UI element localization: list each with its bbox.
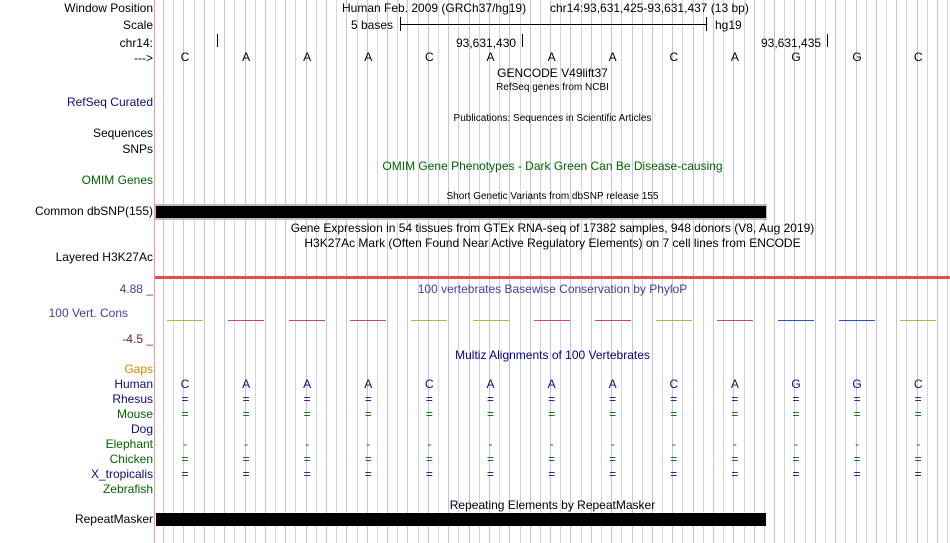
dna-base: G: [852, 50, 862, 64]
repeat-title[interactable]: Repeating Elements by RepeatMasker: [449, 498, 656, 512]
alignment-symbol-rhesus: =: [242, 392, 250, 406]
alignment-symbol-x-tropicalis: =: [486, 467, 494, 481]
multiz-title[interactable]: Multiz Alignments of 100 Vertebrates: [455, 348, 650, 362]
conservation-bar: [717, 320, 753, 321]
alignment-symbol-chicken: =: [731, 452, 739, 466]
alignment-symbol-x-tropicalis: =: [670, 467, 678, 481]
alignment-symbol-chicken: =: [548, 452, 556, 466]
dna-base: A: [486, 50, 495, 64]
alignment-symbol-rhesus: =: [181, 392, 189, 406]
alignment-symbol-mouse: =: [425, 407, 433, 421]
alignment-symbol-mouse: =: [548, 407, 556, 421]
alignment-symbol-elephant: -: [732, 437, 737, 451]
dbsnp-title[interactable]: Short Genetic Variants from dbSNP release 155: [446, 191, 659, 202]
alignment-symbol-mouse: =: [853, 407, 861, 421]
alignment-symbol-chicken: =: [670, 452, 678, 466]
human-base: A: [608, 377, 617, 391]
alignment-symbol-x-tropicalis: =: [853, 467, 861, 481]
alignment-symbol-mouse: =: [486, 407, 494, 421]
repeat-label[interactable]: RepeatMasker: [74, 512, 153, 526]
window-position-label: Window Position: [64, 1, 153, 15]
alignment-symbol-rhesus: =: [670, 392, 678, 406]
alignment-symbol-x-tropicalis: =: [425, 467, 433, 481]
human-base: A: [547, 377, 556, 391]
alignment-symbol-x-tropicalis: =: [731, 467, 739, 481]
conservation-bar: [167, 320, 203, 321]
conservation-bar: [534, 320, 570, 321]
h3k27-title[interactable]: H3K27Ac Mark (Often Found Near Active Regulatory Elements) on 7 cell lines from ENCODE: [304, 236, 801, 250]
dna-base: A: [547, 50, 556, 64]
alignment-symbol-x-tropicalis: =: [548, 467, 556, 481]
conservation-bar: [595, 320, 631, 321]
human-base: A: [486, 377, 495, 391]
alignment-symbol-x-tropicalis: =: [609, 467, 617, 481]
sequences-label[interactable]: Sequences: [92, 126, 153, 140]
species-mouse[interactable]: Mouse: [116, 407, 153, 421]
alignment-symbol-x-tropicalis: =: [181, 467, 189, 481]
conservation-bar: [656, 320, 692, 321]
alignment-symbol-elephant: -: [427, 437, 432, 451]
alignment-symbol-rhesus: =: [731, 392, 739, 406]
species-dog[interactable]: Dog: [130, 422, 153, 436]
alignment-symbol-mouse: =: [914, 407, 922, 421]
dbsnp-label[interactable]: Common dbSNP(155): [34, 204, 153, 218]
species-x-tropicalis[interactable]: X_tropicalis: [90, 467, 153, 481]
human-base: C: [180, 377, 190, 391]
conservation-bar: [289, 320, 325, 321]
alignment-symbol-mouse: =: [181, 407, 189, 421]
alignment-symbol-chicken: =: [914, 452, 922, 466]
dbsnp-feature-bar[interactable]: [156, 206, 766, 218]
alignment-symbol-elephant: -: [488, 437, 493, 451]
alignment-symbol-rhesus: =: [792, 392, 800, 406]
species-elephant[interactable]: Elephant: [105, 437, 153, 451]
dna-base: C: [425, 50, 434, 64]
dna-base: G: [791, 50, 801, 64]
alignment-symbol-rhesus: =: [364, 392, 372, 406]
conservation-bar: [839, 320, 875, 321]
conservation-bar: [473, 320, 509, 321]
alignment-symbol-chicken: =: [425, 452, 433, 466]
conservation-bar: [900, 320, 936, 321]
scale-db: hg19: [715, 18, 742, 32]
coord-2: 93,631,435: [761, 36, 822, 50]
coord-1: 93,631,430: [456, 36, 517, 50]
omim-label[interactable]: OMIM Genes: [81, 173, 153, 187]
alignment-symbol-x-tropicalis: =: [792, 467, 800, 481]
species-zebrafish[interactable]: Zebrafish: [102, 482, 153, 496]
gaps-label[interactable]: Gaps: [124, 362, 153, 376]
alignment-symbol-mouse: =: [670, 407, 678, 421]
alignment-symbol-elephant: -: [244, 437, 249, 451]
alignment-symbol-x-tropicalis: =: [364, 467, 372, 481]
alignment-symbol-x-tropicalis: =: [303, 467, 311, 481]
human-base: G: [791, 377, 801, 391]
omim-title[interactable]: OMIM Gene Phenotypes - Dark Green Can Be Disease-causing: [382, 159, 723, 173]
alignment-symbol-elephant: -: [794, 437, 798, 451]
strand-label: --->: [134, 51, 153, 65]
snps-label[interactable]: SNPs: [122, 142, 153, 156]
scale-label: Scale: [122, 18, 153, 32]
alignment-symbol-x-tropicalis: =: [914, 467, 922, 481]
alignment-symbol-rhesus: =: [486, 392, 494, 406]
h3k27-signal-line: [155, 276, 950, 279]
h3k27-label[interactable]: Layered H3K27Ac: [55, 250, 153, 264]
human-base: C: [913, 377, 923, 391]
conservation-bar: [778, 320, 814, 321]
coord-tick-1: [522, 34, 523, 47]
human-base: A: [242, 377, 251, 391]
cons-title[interactable]: 100 vertebrates Basewise Conservation by PhyloP: [417, 282, 688, 296]
alignment-symbol-elephant: -: [366, 437, 371, 451]
species-rhesus[interactable]: Rhesus: [112, 392, 153, 406]
alignment-symbol-mouse: =: [792, 407, 800, 421]
dna-base: A: [608, 50, 617, 64]
alignment-symbol-rhesus: =: [853, 392, 861, 406]
alignment-symbol-chicken: =: [792, 452, 800, 466]
alignment-symbol-elephant: -: [183, 437, 187, 451]
species-human[interactable]: Human: [114, 377, 153, 391]
human-base: A: [364, 377, 373, 391]
dna-base: A: [242, 50, 251, 64]
position-text[interactable]: chr14:93,631,425-93,631,437 (13 bp): [550, 1, 749, 15]
human-base: C: [425, 377, 434, 391]
dna-base: A: [303, 50, 312, 64]
alignment-symbol-x-tropicalis: =: [242, 467, 250, 481]
dna-base: C: [180, 50, 190, 64]
conservation-bar: [228, 320, 264, 321]
dna-base: C: [669, 50, 679, 64]
alignment-symbol-chicken: =: [181, 452, 189, 466]
alignment-symbol-elephant: -: [855, 437, 860, 451]
alignment-symbol-elephant: -: [305, 437, 310, 451]
alignment-symbol-mouse: =: [609, 407, 617, 421]
conservation-bar: [350, 320, 386, 321]
alignment-symbol-rhesus: =: [609, 392, 617, 406]
dna-base: A: [364, 50, 373, 64]
alignment-symbol-mouse: =: [242, 407, 250, 421]
coord-tick-2: [827, 34, 828, 47]
alignment-symbol-rhesus: =: [548, 392, 556, 406]
human-base: A: [303, 377, 312, 391]
alignment-symbol-elephant: -: [916, 437, 921, 451]
human-base: C: [669, 377, 679, 391]
scale-bar-right-tick: [706, 17, 707, 31]
publications-title[interactable]: Publications: Sequences in Scientific Articles: [453, 113, 652, 124]
assembly-text: Human Feb. 2009 (GRCh37/hg19): [342, 1, 527, 15]
cons-label[interactable]: 100 Vert. Cons: [48, 306, 128, 320]
alignment-symbol-mouse: =: [731, 407, 739, 421]
repeat-feature-bar[interactable]: [156, 513, 766, 526]
cons-max-label: 4.88 _: [119, 282, 153, 296]
alignment-symbol-chicken: =: [242, 452, 250, 466]
alignment-symbol-elephant: -: [671, 437, 676, 451]
scale-bar: [400, 24, 706, 25]
alignment-symbol-chicken: =: [853, 452, 861, 466]
human-base: A: [730, 377, 739, 391]
chrom-label: chr14:: [119, 36, 153, 50]
gencode-title[interactable]: GENCODE V49lift37: [497, 66, 608, 80]
gtex-title[interactable]: Gene Expression in 54 tissues from GTEx RNA-seq of 17382 samples, 948 donors (V8, Aug 2019): [290, 221, 815, 235]
alignment-symbol-mouse: =: [303, 407, 311, 421]
alignment-symbol-rhesus: =: [303, 392, 311, 406]
alignment-symbol-chicken: =: [364, 452, 372, 466]
alignment-symbol-mouse: =: [364, 407, 372, 421]
dna-base: C: [913, 50, 923, 64]
human-base: G: [852, 377, 862, 391]
alignment-symbol-elephant: -: [549, 437, 554, 451]
refseq-subtitle: RefSeq genes from NCBI: [496, 82, 609, 93]
alignment-symbol-rhesus: =: [425, 392, 433, 406]
coord-tick-left: [217, 34, 218, 47]
dna-base: A: [730, 50, 739, 64]
alignment-symbol-chicken: =: [303, 452, 311, 466]
cons-min-label: -4.5 _: [122, 332, 153, 346]
species-chicken[interactable]: Chicken: [109, 452, 153, 466]
scale-text: 5 bases: [351, 18, 394, 32]
refseq-label[interactable]: RefSeq Curated: [66, 95, 153, 109]
alignment-symbol-rhesus: =: [914, 392, 922, 406]
alignment-symbol-elephant: -: [610, 437, 615, 451]
conservation-bar: [411, 320, 447, 321]
alignment-symbol-chicken: =: [609, 452, 617, 466]
alignment-symbol-chicken: =: [486, 452, 494, 466]
